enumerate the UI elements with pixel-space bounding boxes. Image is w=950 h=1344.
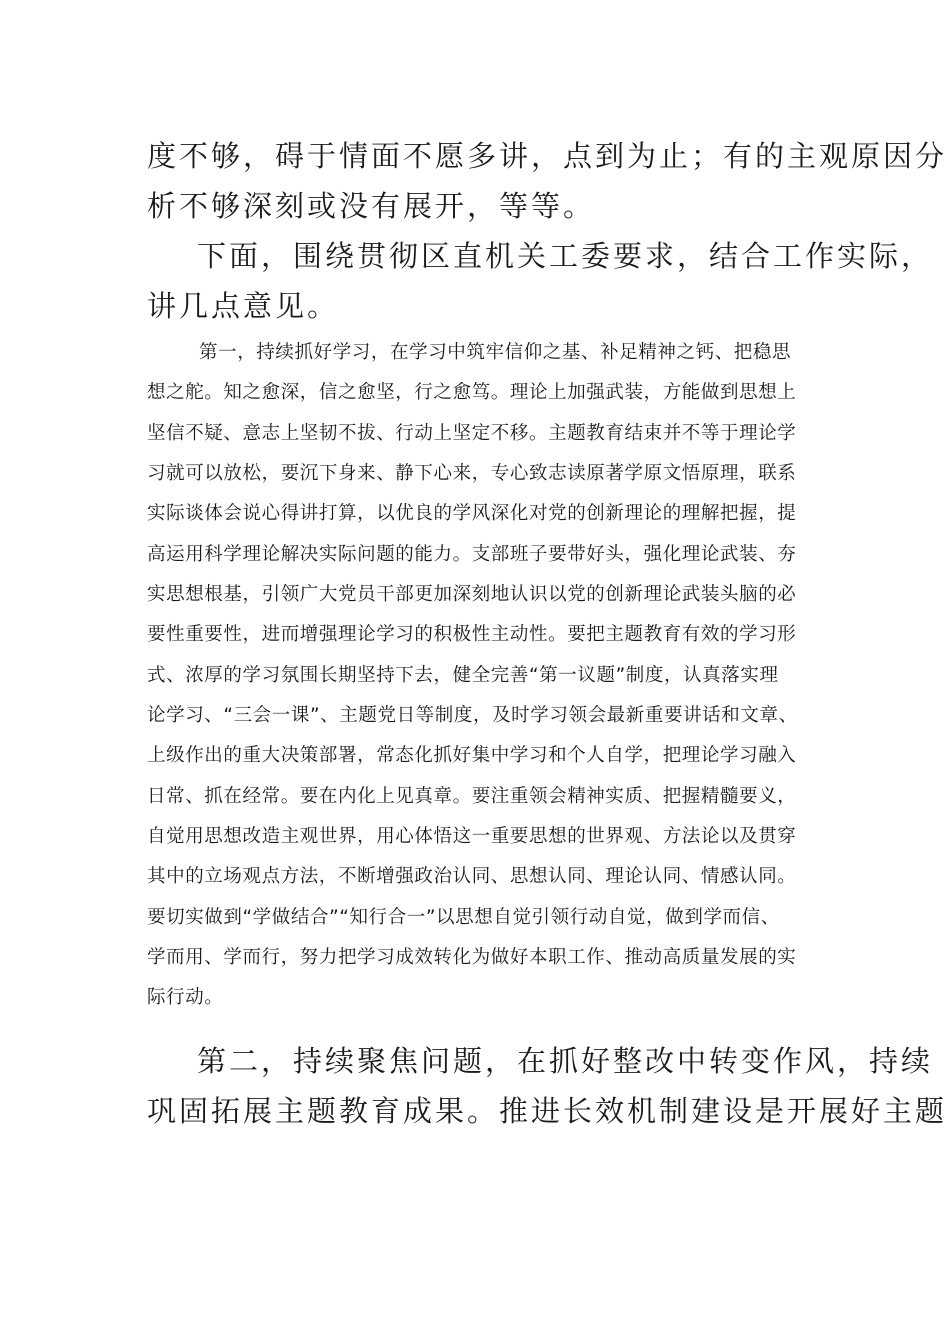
second-point-line-2: 巩固拓展主题教育成果。推进长效机制建设是开展好主题 (147, 1094, 948, 1128)
intro-line-2: 析不够深刻或没有展开，等等。 (147, 189, 596, 223)
first-point-line-17: 际行动。 (147, 987, 224, 1008)
first-point-line-2: 想之舵。知之愈深，信之愈坚，行之愈笃。理论上加强武装，方能做到思想上 (147, 382, 797, 403)
intro-line-3: 下面，围绕贯彻区直机关工委要求，结合工作实际， (197, 239, 934, 273)
first-point-line-8: 要性重要性，进而增强理论学习的积极性主动性。要把主题教育有效的学习形 (147, 624, 797, 645)
first-point-line-7: 实思想根基，引领广大党员干部更加深刻地认识以党的创新理论武装头脑的必 (147, 584, 797, 605)
first-point-line-11: 上级作出的重大决策部署，常态化抓好集中学习和个人自学，把理论学习融入 (147, 745, 797, 766)
intro-line-1: 度不够，碍于情面不愿多讲，点到为止；有的主观原因分 (147, 139, 948, 173)
first-point-line-6: 高运用科学理论解决实际问题的能力。支部班子要带好头，强化理论武装、夯 (147, 544, 797, 565)
first-point-line-16: 学而用、学而行，努力把学习成效转化为做好本职工作、推动高质量发展的实 (147, 947, 797, 968)
first-point-line-4: 习就可以放松，要沉下身来、静下心来，专心致志读原著学原文悟原理，联系 (147, 463, 797, 484)
first-point-line-14: 其中的立场观点方法，不断增强政治认同、思想认同、理论认同、情感认同。 (147, 866, 797, 887)
first-point-line-10: 论学习、“三会一课”、主题党日等制度，及时学习领会最新重要讲话和文章、 (147, 705, 798, 726)
second-point-line-1: 第二，持续聚焦问题，在抓好整改中转变作风，持续 (197, 1044, 934, 1078)
first-point-line-9: 式、浓厚的学习氛围长期坚持下去，健全完善“第一议题”制度，认真落实理 (147, 665, 779, 686)
first-point-line-3: 坚信不疑、意志上坚韧不拔、行动上坚定不移。主题教育结束并不等于理论学 (147, 423, 797, 444)
first-point-line-1: 第一，持续抓好学习，在学习中筑牢信仰之基、补足精神之钙、把稳思 (199, 342, 792, 363)
first-point-line-5: 实际谈体会说心得讲打算，以优良的学风深化对党的创新理论的理解把握，提 (147, 503, 797, 524)
intro-line-4: 讲几点意见。 (147, 289, 340, 323)
first-point-line-12: 日常、抓在经常。要在内化上见真章。要注重领会精神实质、把握精髓要义， (147, 786, 797, 807)
first-point-line-13: 自觉用思想改造主观世界，用心体悟这一重要思想的世界观、方法论以及贯穿 (147, 826, 797, 847)
first-point-line-15: 要切实做到“学做结合”“知行合一”以思想自觉引领行动自觉，做到学而信、 (147, 907, 780, 928)
